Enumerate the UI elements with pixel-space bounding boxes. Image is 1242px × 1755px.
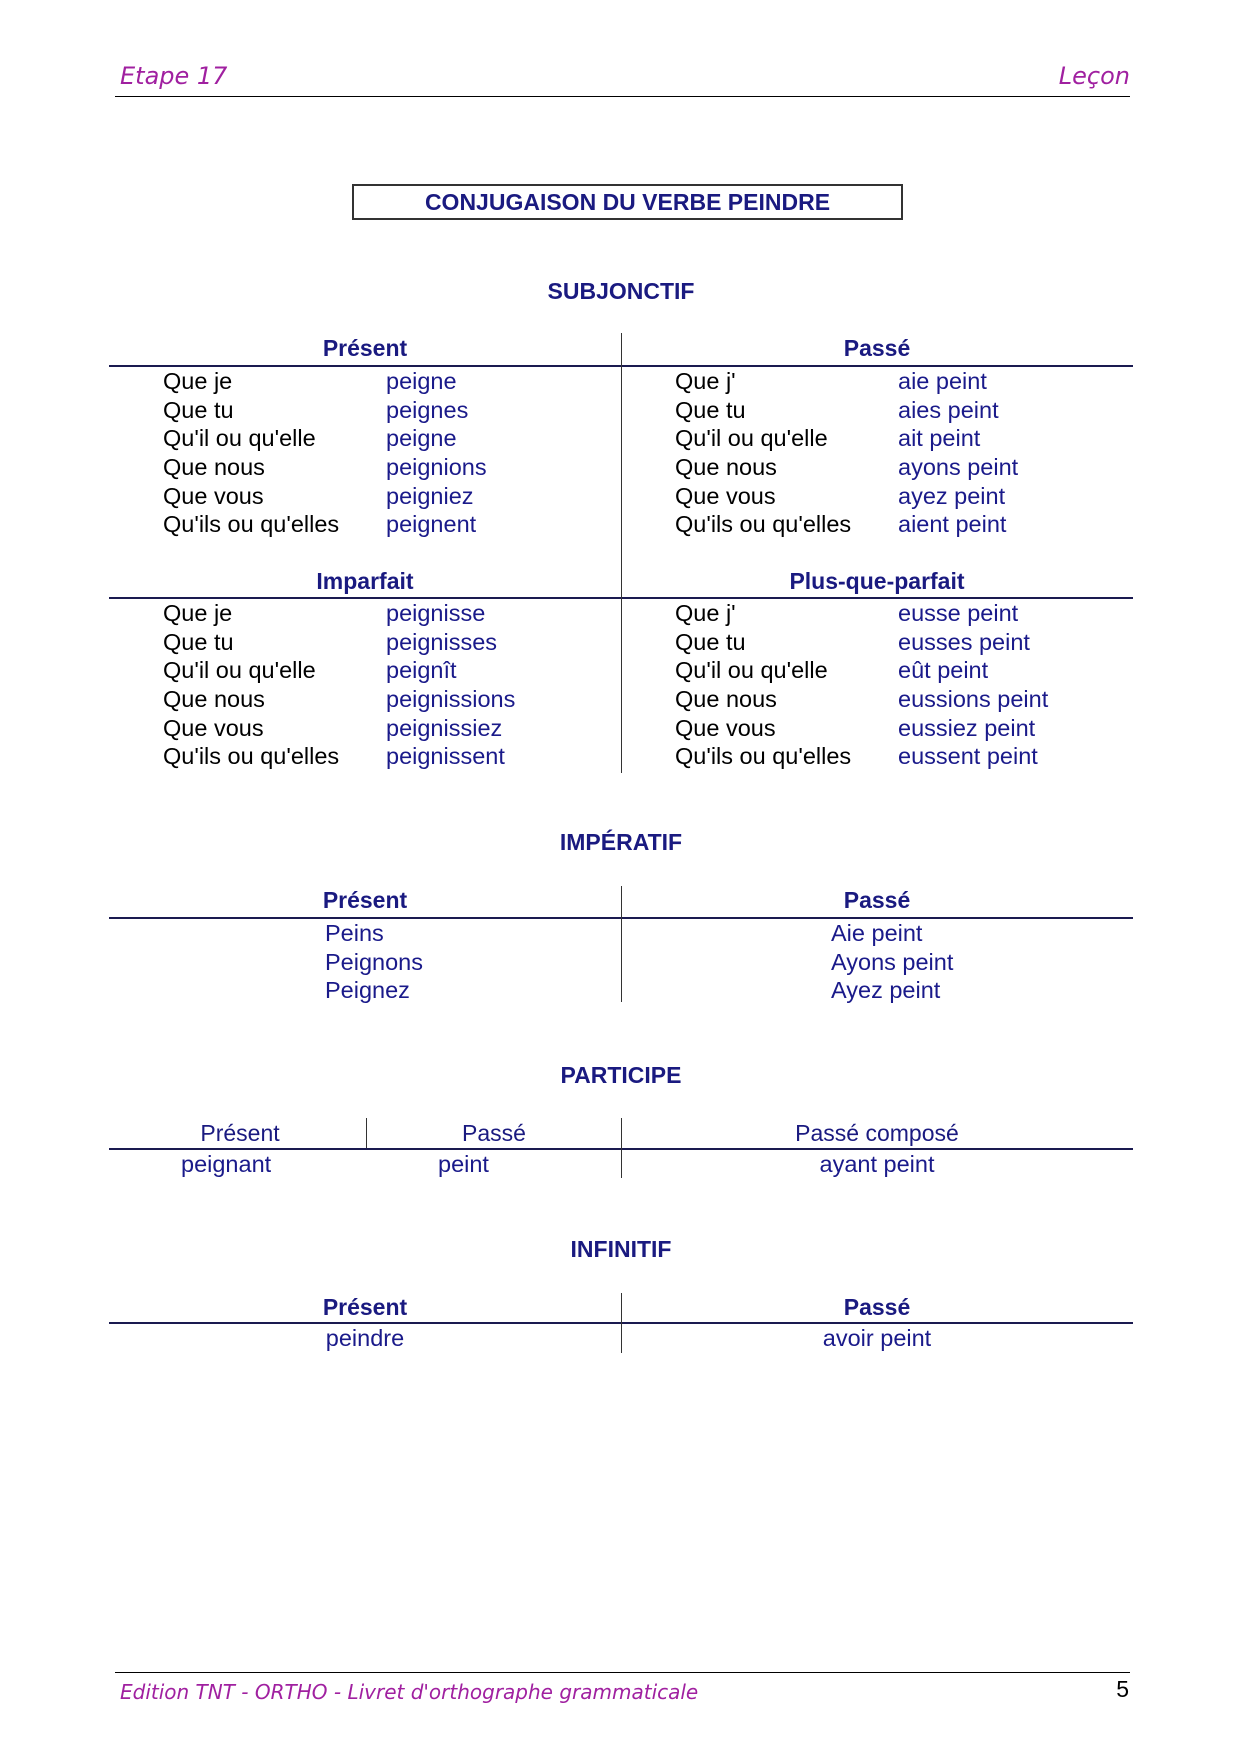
page-number: 5 [1116, 1676, 1129, 1702]
imp-passe-head: Passé [843, 887, 911, 913]
pronoun: Qu'il ou qu'elle [675, 425, 828, 452]
part-divider-2 [621, 1118, 622, 1178]
imp-divider [621, 886, 622, 1002]
inf-passe-head: Passé [843, 1294, 911, 1320]
subj-imparfait-head: Imparfait [316, 568, 414, 594]
header-rule [115, 96, 1130, 97]
subj-passe-pronouns [675, 367, 851, 539]
pronoun: Que tu [675, 396, 746, 423]
verb-form: Peignez [325, 977, 410, 1004]
verb-form: ayons peint [898, 454, 1019, 481]
inf-present-head: Présent [322, 1294, 408, 1320]
pronoun: Que nous [163, 454, 265, 481]
pronoun: Que nous [675, 454, 777, 481]
part-passe-head: Passé [462, 1120, 526, 1146]
pronoun: Que nous [675, 686, 777, 713]
part-passe-value: peint [438, 1151, 489, 1177]
subj-present-pronouns [163, 367, 339, 539]
subj-plusqueparfait-verbs [898, 599, 1048, 771]
part-compose-head: Passé composé [795, 1120, 959, 1146]
part-compose-value: ayant peint [819, 1151, 935, 1177]
pronoun: Que tu [163, 396, 234, 423]
section-infinitif: INFINITIF [570, 1236, 672, 1262]
pronoun: Qu'ils ou qu'elles [163, 511, 340, 538]
verb-form: eusse peint [898, 600, 1019, 626]
verb-form: eusses peint [898, 628, 1030, 655]
verb-form: Peins [325, 920, 384, 946]
part-divider-1 [366, 1118, 367, 1148]
inf-present-value: peindre [325, 1325, 405, 1351]
pronoun: Que j' [675, 368, 736, 394]
verb-form: peignissent [386, 743, 505, 770]
pronoun: Que j' [675, 600, 736, 626]
verb-form: Ayez peint [831, 977, 941, 1004]
subj-imparfait-pronouns [163, 599, 339, 771]
pronoun: Qu'il ou qu'elle [675, 657, 828, 684]
subj-passe-verbs [898, 367, 1018, 539]
verb-form: aie peint [898, 368, 987, 394]
subj-divider [621, 333, 622, 773]
pronoun: Que je [163, 368, 233, 394]
verb-form: Peignons [325, 948, 423, 975]
verb-form: aient peint [898, 511, 1007, 538]
pronoun: Qu'ils ou qu'elles [163, 743, 340, 770]
verb-form: Aie peint [831, 920, 923, 946]
pronoun: Que vous [163, 482, 264, 509]
verb-form: eût peint [898, 657, 989, 684]
part-present-head: Présent [200, 1120, 280, 1146]
subj-imparfait-verbs [386, 599, 515, 771]
footer-text: Edition TNT - ORTHO - Livret d'orthographe grammaticale [120, 1680, 699, 1704]
pronoun: Qu'il ou qu'elle [163, 425, 316, 452]
header-right: Leçon [1058, 62, 1130, 90]
verb-form: peignes [386, 396, 469, 423]
verb-form: peigniez [386, 482, 474, 509]
verb-form: peignions [386, 454, 487, 481]
page-title: CONJUGAISON DU VERBE PEINDRE [352, 184, 903, 220]
pronoun: Que tu [675, 628, 746, 655]
section-participe: PARTICIPE [560, 1062, 682, 1088]
inf-passe-value: avoir peint [822, 1325, 932, 1351]
subj-present-verbs [386, 367, 487, 539]
verb-form: ait peint [898, 425, 981, 452]
pronoun: Qu'il ou qu'elle [163, 657, 316, 684]
pronoun: Que je [163, 600, 233, 626]
verb-form: peigne [386, 368, 457, 394]
section-subjonctif: SUBJONCTIF [547, 278, 695, 304]
verb-form: peignît [386, 657, 457, 684]
pronoun: Que vous [675, 714, 776, 741]
verb-form: aies peint [898, 396, 999, 423]
part-present-value: peignant [181, 1151, 272, 1177]
verb-form: peignissiez [386, 714, 503, 741]
subj-plusqueparfait-head: Plus-que-parfait [789, 568, 965, 594]
header-left: Etape 17 [120, 62, 228, 90]
verb-form: eussent peint [898, 743, 1038, 770]
verb-form: peignisses [386, 628, 498, 655]
verb-form: peignisse [386, 600, 486, 626]
subj-present-head: Présent [322, 335, 408, 361]
inf-divider [621, 1293, 622, 1353]
pronoun: Que vous [675, 482, 776, 509]
section-imperatif: IMPÉRATIF [559, 829, 683, 855]
verb-form: eussions peint [898, 686, 1049, 713]
verb-form: peignent [386, 511, 477, 538]
pronoun: Qu'ils ou qu'elles [675, 743, 852, 770]
pronoun: Que vous [163, 714, 264, 741]
verb-form: ayez peint [898, 482, 1006, 509]
verb-form: peignissions [386, 686, 516, 713]
verb-form: eussiez peint [898, 714, 1036, 741]
pronoun: Que nous [163, 686, 265, 713]
verb-form: peigne [386, 425, 457, 452]
imp-present-head: Présent [322, 887, 408, 913]
subj-plusqueparfait-pronouns [675, 599, 851, 771]
imp-passe-values [831, 919, 953, 1005]
pronoun: Que tu [163, 628, 234, 655]
imp-present-values [325, 919, 423, 1005]
pronoun: Qu'ils ou qu'elles [675, 511, 852, 538]
subj-passe-head: Passé [843, 335, 911, 361]
verb-form: Ayons peint [831, 948, 954, 975]
footer-rule [115, 1672, 1130, 1673]
